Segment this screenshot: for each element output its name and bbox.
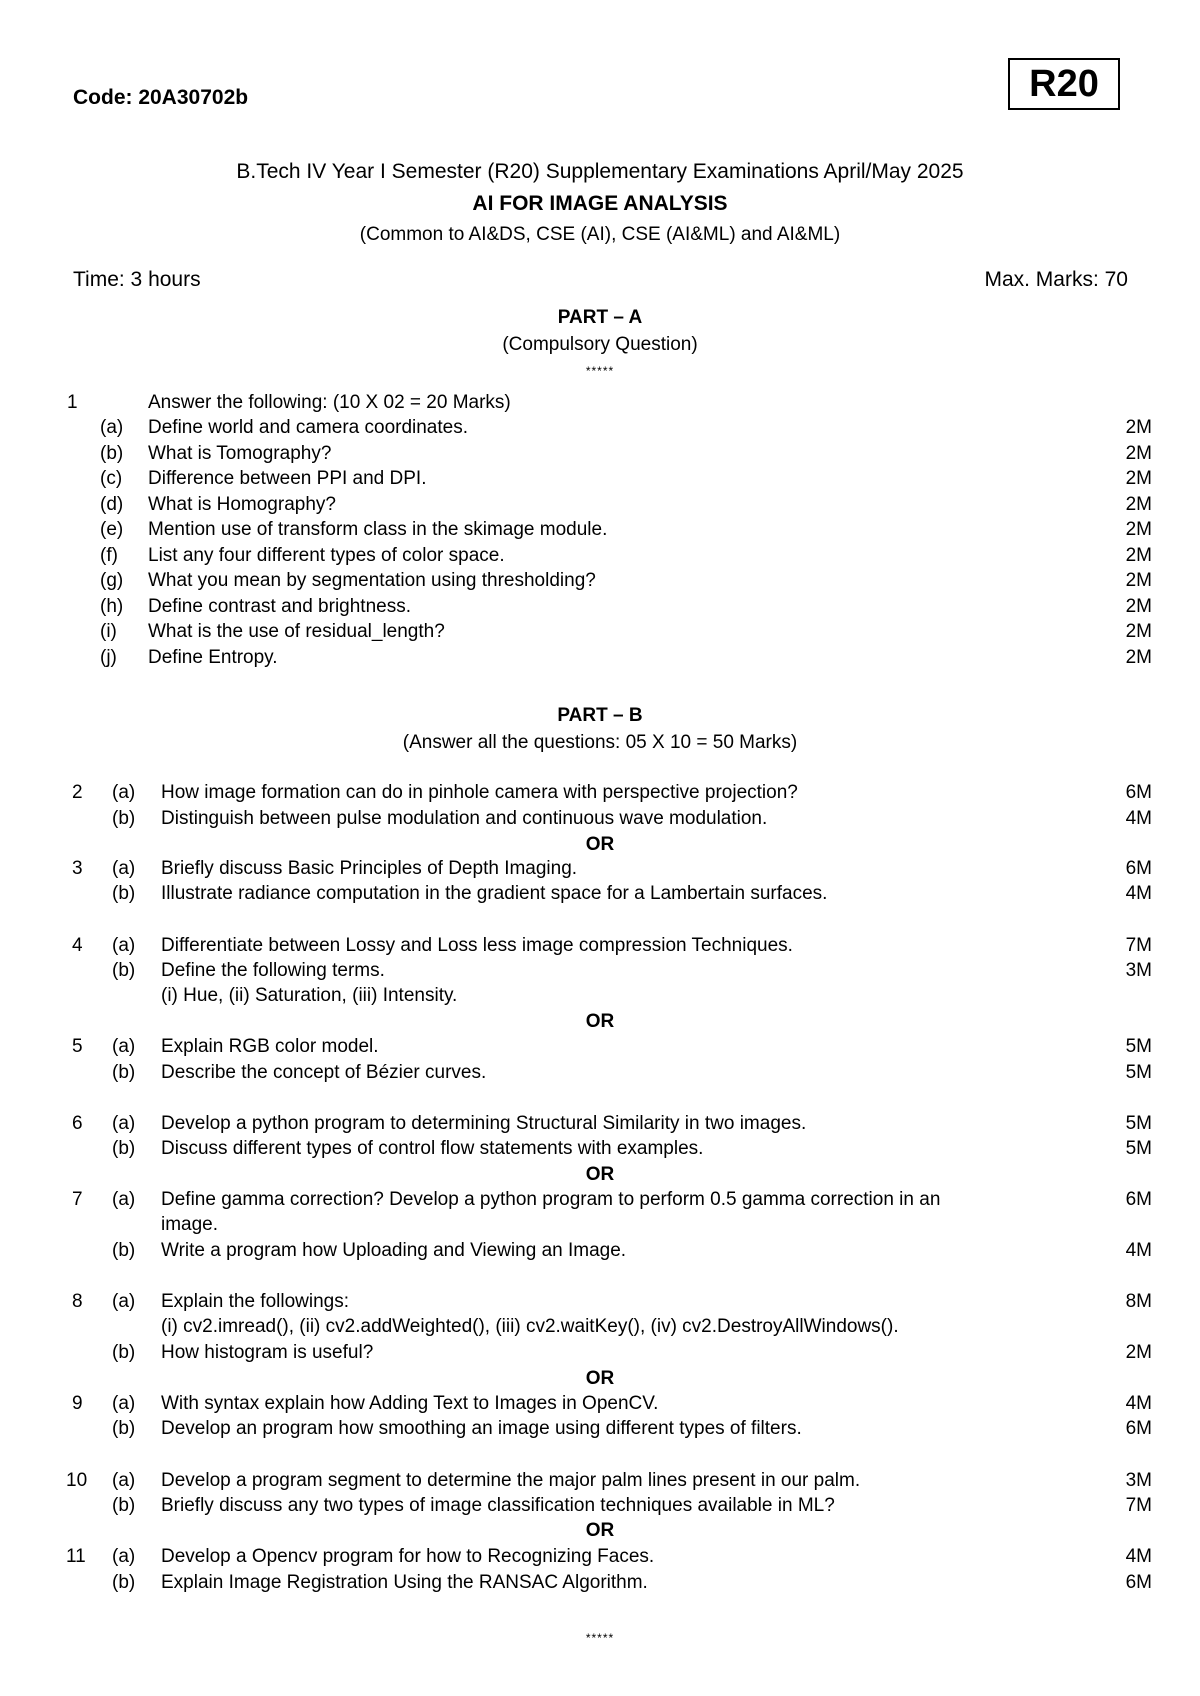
question-number: 9 [72,1393,83,1414]
item-text: Define Entropy. [148,647,278,668]
item-label: (b) [100,443,124,464]
question-number: 7 [72,1189,83,1210]
item-label: (h) [100,596,124,617]
question-text: Explain the followings: [161,1291,349,1312]
question-marks: 6M [1125,1418,1152,1439]
question-marks: 6M [1125,1572,1152,1593]
or-separator: OR [585,1011,615,1032]
item-text: What you mean by segmentation using thresholding? [148,570,596,591]
part-b-title: PART – B [557,705,643,726]
question-text: (i) Hue, (ii) Saturation, (iii) Intensity. [161,985,458,1006]
item-text: Difference between PPI and DPI. [148,468,427,489]
question-text: Distinguish between pulse modulation and continuous wave modulation. [161,808,768,829]
item-marks: 2M [1125,468,1152,489]
sub-question-label: (b) [112,1418,136,1439]
question-marks: 7M [1125,935,1152,956]
or-separator: OR [585,1368,615,1389]
question-number: 2 [72,782,83,803]
question-text: image. [161,1214,219,1235]
question-text: Illustrate radiance computation in the gradient space for a Lambertain surfaces. [161,883,828,904]
question-1-instruction: Answer the following: (10 X 02 = 20 Marks) [148,392,511,413]
question-marks: 4M [1125,808,1152,829]
question-text: Briefly discuss any two types of image classification techniques available in ML? [161,1495,835,1516]
item-text: What is Homography? [148,494,336,515]
question-number: 8 [72,1291,83,1312]
question-text: How image formation can do in pinhole camera with perspective projection? [161,782,798,803]
sub-question-label: (a) [112,1546,136,1567]
question-marks: 5M [1125,1113,1152,1134]
question-number: 5 [72,1036,83,1057]
or-separator: OR [585,1164,615,1185]
question-marks: 3M [1125,960,1152,981]
sub-question-label: (b) [112,1495,136,1516]
part-a-stars: ***** [585,364,615,378]
question-marks: 4M [1125,883,1152,904]
question-marks: 6M [1125,782,1152,803]
question-number: 1 [67,392,78,413]
question-marks: 4M [1125,1393,1152,1414]
question-text: Briefly discuss Basic Principles of Depth Imaging. [161,858,578,879]
sub-question-label: (a) [112,1113,136,1134]
sub-question-label: (b) [112,1062,136,1083]
item-marks: 2M [1125,417,1152,438]
question-marks: 8M [1125,1291,1152,1312]
question-marks: 2M [1125,1342,1152,1363]
item-marks: 2M [1125,570,1152,591]
sub-question-label: (b) [112,883,136,904]
item-label: (e) [100,519,124,540]
item-label: (a) [100,417,124,438]
question-marks: 5M [1125,1036,1152,1057]
question-text: (i) cv2.imread(), (ii) cv2.addWeighted(), (iii) cv2.waitKey(), (iv) cv2.DestroyAllWindows(). [161,1316,899,1337]
item-label: (i) [100,621,117,642]
question-marks: 5M [1125,1062,1152,1083]
or-separator: OR [585,834,615,855]
question-marks: 6M [1125,1189,1152,1210]
item-marks: 2M [1125,596,1152,617]
item-text: List any four different types of color space. [148,545,505,566]
regulation-badge: R20 [1008,58,1120,110]
question-text: How histogram is useful? [161,1342,374,1363]
question-marks: 7M [1125,1495,1152,1516]
time-label: Time: 3 hours [73,268,201,291]
item-text: Define world and camera coordinates. [148,417,469,438]
sub-question-label: (a) [112,1036,136,1057]
question-text: Write a program how Uploading and Viewing an Image. [161,1240,627,1261]
item-marks: 2M [1125,621,1152,642]
max-marks-label: Max. Marks: 70 [984,268,1128,291]
question-text: Develop a python program to determining Structural Similarity in two images. [161,1113,807,1134]
question-text: Develop an program how smoothing an image using different types of filters. [161,1418,802,1439]
item-label: (d) [100,494,124,515]
part-a-subtitle: (Compulsory Question) [502,334,698,355]
sub-question-label: (a) [112,1393,136,1414]
part-a-title: PART – A [557,307,643,328]
question-number: 4 [72,935,83,956]
sub-question-label: (b) [112,1342,136,1363]
sub-question-label: (a) [112,1291,136,1312]
question-text: Differentiate between Lossy and Loss less image compression Techniques. [161,935,793,956]
question-text: Explain RGB color model. [161,1036,379,1057]
sub-question-label: (b) [112,1240,136,1261]
question-number: 10 [66,1470,88,1491]
sub-question-label: (b) [112,1138,136,1159]
exam-code: Code: 20A30702b [73,86,249,109]
item-marks: 2M [1125,647,1152,668]
item-label: (j) [100,647,117,668]
item-marks: 2M [1125,519,1152,540]
or-separator: OR [585,1520,615,1541]
question-number: 11 [66,1546,86,1567]
question-text: Define the following terms. [161,960,385,981]
item-text: What is Tomography? [148,443,332,464]
subject-title: AI FOR IMAGE ANALYSIS [472,192,728,215]
item-label: (c) [100,468,123,489]
question-marks: 6M [1125,858,1152,879]
common-to-line: (Common to AI&DS, CSE (AI), CSE (AI&ML) and AI&ML) [359,224,841,245]
sub-question-label: (a) [112,935,136,956]
item-text: Define contrast and brightness. [148,596,411,617]
question-marks: 5M [1125,1138,1152,1159]
question-marks: 3M [1125,1470,1152,1491]
item-marks: 2M [1125,494,1152,515]
item-marks: 2M [1125,443,1152,464]
sub-question-label: (b) [112,808,136,829]
sub-question-label: (b) [112,1572,136,1593]
sub-question-label: (a) [112,782,136,803]
end-stars: ***** [585,1631,615,1645]
sub-question-label: (b) [112,960,136,981]
sub-question-label: (a) [112,858,136,879]
question-text: Develop a program segment to determine the major palm lines present in our palm. [161,1470,861,1491]
part-b-subtitle: (Answer all the questions: 05 X 10 = 50 Marks) [402,732,798,753]
item-marks: 2M [1125,545,1152,566]
item-text: What is the use of residual_length? [148,621,445,642]
question-marks: 4M [1125,1546,1152,1567]
question-text: Explain Image Registration Using the RANSAC Algorithm. [161,1572,648,1593]
question-number: 3 [72,858,83,879]
question-number: 6 [72,1113,83,1134]
item-text: Mention use of transform class in the skimage module. [148,519,608,540]
question-text: Develop a Opencv program for how to Recognizing Faces. [161,1546,655,1567]
sub-question-label: (a) [112,1470,136,1491]
question-marks: 4M [1125,1240,1152,1261]
item-label: (f) [100,545,118,566]
exam-title: B.Tech IV Year I Semester (R20) Supplementary Examinations April/May 2025 [236,160,964,183]
question-text: With syntax explain how Adding Text to Images in OpenCV. [161,1393,659,1414]
question-text: Define gamma correction? Develop a python program to perform 0.5 gamma correction in an [161,1189,941,1210]
question-text: Discuss different types of control flow statements with examples. [161,1138,704,1159]
sub-question-label: (a) [112,1189,136,1210]
item-label: (g) [100,570,124,591]
question-text: Describe the concept of Bézier curves. [161,1062,487,1083]
